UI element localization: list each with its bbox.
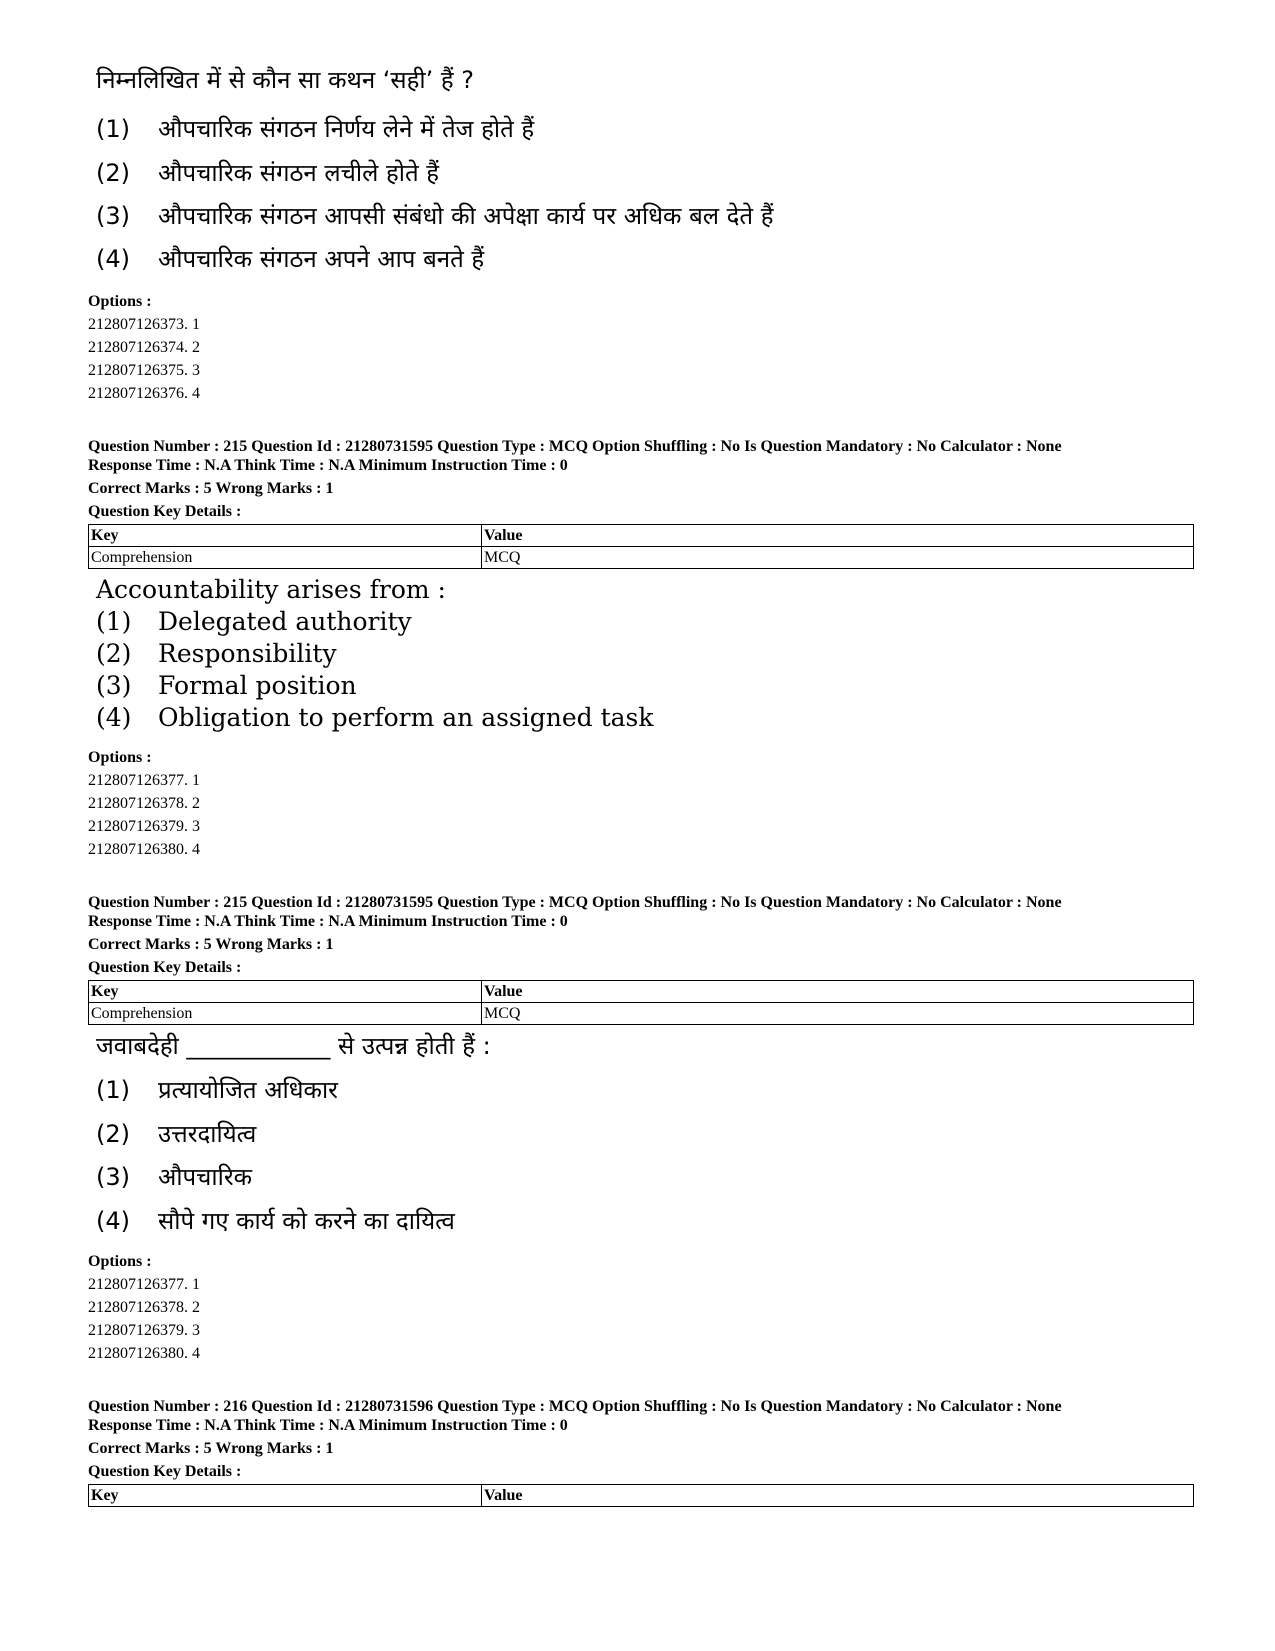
choice-1 bbox=[96, 606, 412, 638]
option-id: 212807126378. 2 bbox=[88, 795, 200, 812]
marks-line: Correct Marks : 5 Wrong Marks : 1 bbox=[88, 1440, 334, 1457]
key-value-table bbox=[88, 980, 1194, 1025]
key-details-label: Question Key Details : bbox=[88, 1463, 242, 1480]
option-id: 212807126380. 4 bbox=[88, 1345, 200, 1362]
choice-text: उत्तरदायित्व bbox=[158, 1120, 257, 1148]
choice-1 bbox=[96, 1074, 338, 1106]
option-id: 212807126376. 4 bbox=[88, 385, 200, 402]
question-text: निम्नलिखित में से कौन सा कथन ‘सही’ हैं ? bbox=[96, 66, 474, 94]
table-cell-value: MCQ bbox=[482, 547, 1194, 569]
marks-line: Correct Marks : 5 Wrong Marks : 1 bbox=[88, 480, 334, 497]
question-meta-line: Response Time : N.A Think Time : N.A Minimum Instruction Time : 0 bbox=[88, 457, 568, 474]
choice-3 bbox=[96, 1161, 252, 1193]
choice-2 bbox=[96, 157, 439, 189]
choice-number: (4) bbox=[96, 245, 130, 273]
question-meta-line: Question Number : 215 Question Id : 21280731595 Question Type : MCQ Option Shuffling : No Is Question Mandatory : No Calculator : None bbox=[88, 894, 1062, 911]
choice-2 bbox=[96, 1118, 256, 1150]
table-header-value: Value bbox=[482, 525, 1194, 547]
choice-text: सौपे गए कार्य को करने का दायित्व bbox=[158, 1207, 455, 1235]
choice-number: (2) bbox=[96, 159, 130, 187]
choice-text: Formal position bbox=[158, 671, 357, 700]
choice-text: प्रत्यायोजित अधिकार bbox=[158, 1076, 338, 1104]
choice-number: (3) bbox=[96, 202, 130, 230]
choice-text: औपचारिक bbox=[158, 1163, 253, 1191]
choice-number: (2) bbox=[96, 1120, 130, 1148]
table-header-value: Value bbox=[482, 1485, 1194, 1507]
question-meta-line: Response Time : N.A Think Time : N.A Minimum Instruction Time : 0 bbox=[88, 913, 568, 930]
choice-number: (4) bbox=[96, 703, 132, 732]
option-id: 212807126377. 1 bbox=[88, 772, 200, 789]
options-label: Options : bbox=[88, 749, 152, 766]
table-header-key: Key bbox=[89, 525, 482, 547]
choice-text: Obligation to perform an assigned task bbox=[158, 703, 654, 732]
table-cell-key: Comprehension bbox=[89, 1003, 482, 1025]
marks-line: Correct Marks : 5 Wrong Marks : 1 bbox=[88, 936, 334, 953]
option-id: 212807126377. 1 bbox=[88, 1276, 200, 1293]
option-id: 212807126374. 2 bbox=[88, 339, 200, 356]
options-label: Options : bbox=[88, 293, 152, 310]
table-cell-key: Comprehension bbox=[89, 547, 482, 569]
options-label: Options : bbox=[88, 1253, 152, 1270]
choice-text: औपचारिक संगठन आपसी संबंधो की अपेक्षा कार्य पर अधिक बल देते हैं bbox=[158, 202, 774, 230]
choice-number: (3) bbox=[96, 671, 132, 700]
table-cell-value: MCQ bbox=[482, 1003, 1194, 1025]
key-value-table bbox=[88, 1484, 1194, 1507]
table-header-key: Key bbox=[89, 1485, 482, 1507]
question-text: जवाबदेही ____________ से उत्पन्न होती हैं : bbox=[96, 1032, 491, 1060]
choice-number: (3) bbox=[96, 1163, 130, 1191]
key-details-label: Question Key Details : bbox=[88, 503, 242, 520]
question-text: Accountability arises from : bbox=[96, 575, 446, 604]
choice-number: (1) bbox=[96, 607, 132, 636]
table-header-key: Key bbox=[89, 981, 482, 1003]
option-id: 212807126380. 4 bbox=[88, 841, 200, 858]
choice-number: (1) bbox=[96, 115, 130, 143]
option-id: 212807126379. 3 bbox=[88, 1322, 200, 1339]
question-meta-line: Question Number : 216 Question Id : 21280731596 Question Type : MCQ Option Shuffling : No Is Question Mandatory : No Calculator : None bbox=[88, 1398, 1062, 1415]
option-id: 212807126373. 1 bbox=[88, 316, 200, 333]
option-id: 212807126378. 2 bbox=[88, 1299, 200, 1316]
option-id: 212807126375. 3 bbox=[88, 362, 200, 379]
choice-4 bbox=[96, 702, 654, 734]
choice-text: Responsibility bbox=[158, 639, 337, 668]
choice-4 bbox=[96, 243, 484, 275]
key-details-label: Question Key Details : bbox=[88, 959, 242, 976]
choice-4 bbox=[96, 1205, 455, 1237]
choice-text: औपचारिक संगठन अपने आप बनते हैं bbox=[158, 245, 485, 273]
table-header-value: Value bbox=[482, 981, 1194, 1003]
question-meta-line: Question Number : 215 Question Id : 21280731595 Question Type : MCQ Option Shuffling : No Is Question Mandatory : No Calculator : None bbox=[88, 438, 1062, 455]
key-value-table bbox=[88, 524, 1194, 569]
choice-number: (2) bbox=[96, 639, 132, 668]
choice-number: (4) bbox=[96, 1207, 130, 1235]
choice-3 bbox=[96, 670, 357, 702]
question-meta-line: Response Time : N.A Think Time : N.A Minimum Instruction Time : 0 bbox=[88, 1417, 568, 1434]
choice-1 bbox=[96, 113, 534, 145]
option-id: 212807126379. 3 bbox=[88, 818, 200, 835]
choice-2 bbox=[96, 638, 337, 670]
choice-text: औपचारिक संगठन लचीले होते हैं bbox=[158, 159, 440, 187]
choice-text: Delegated authority bbox=[158, 607, 412, 636]
choice-3 bbox=[96, 200, 773, 232]
choice-number: (1) bbox=[96, 1076, 130, 1104]
choice-text: औपचारिक संगठन निर्णय लेने में तेज होते हैं bbox=[158, 115, 535, 143]
